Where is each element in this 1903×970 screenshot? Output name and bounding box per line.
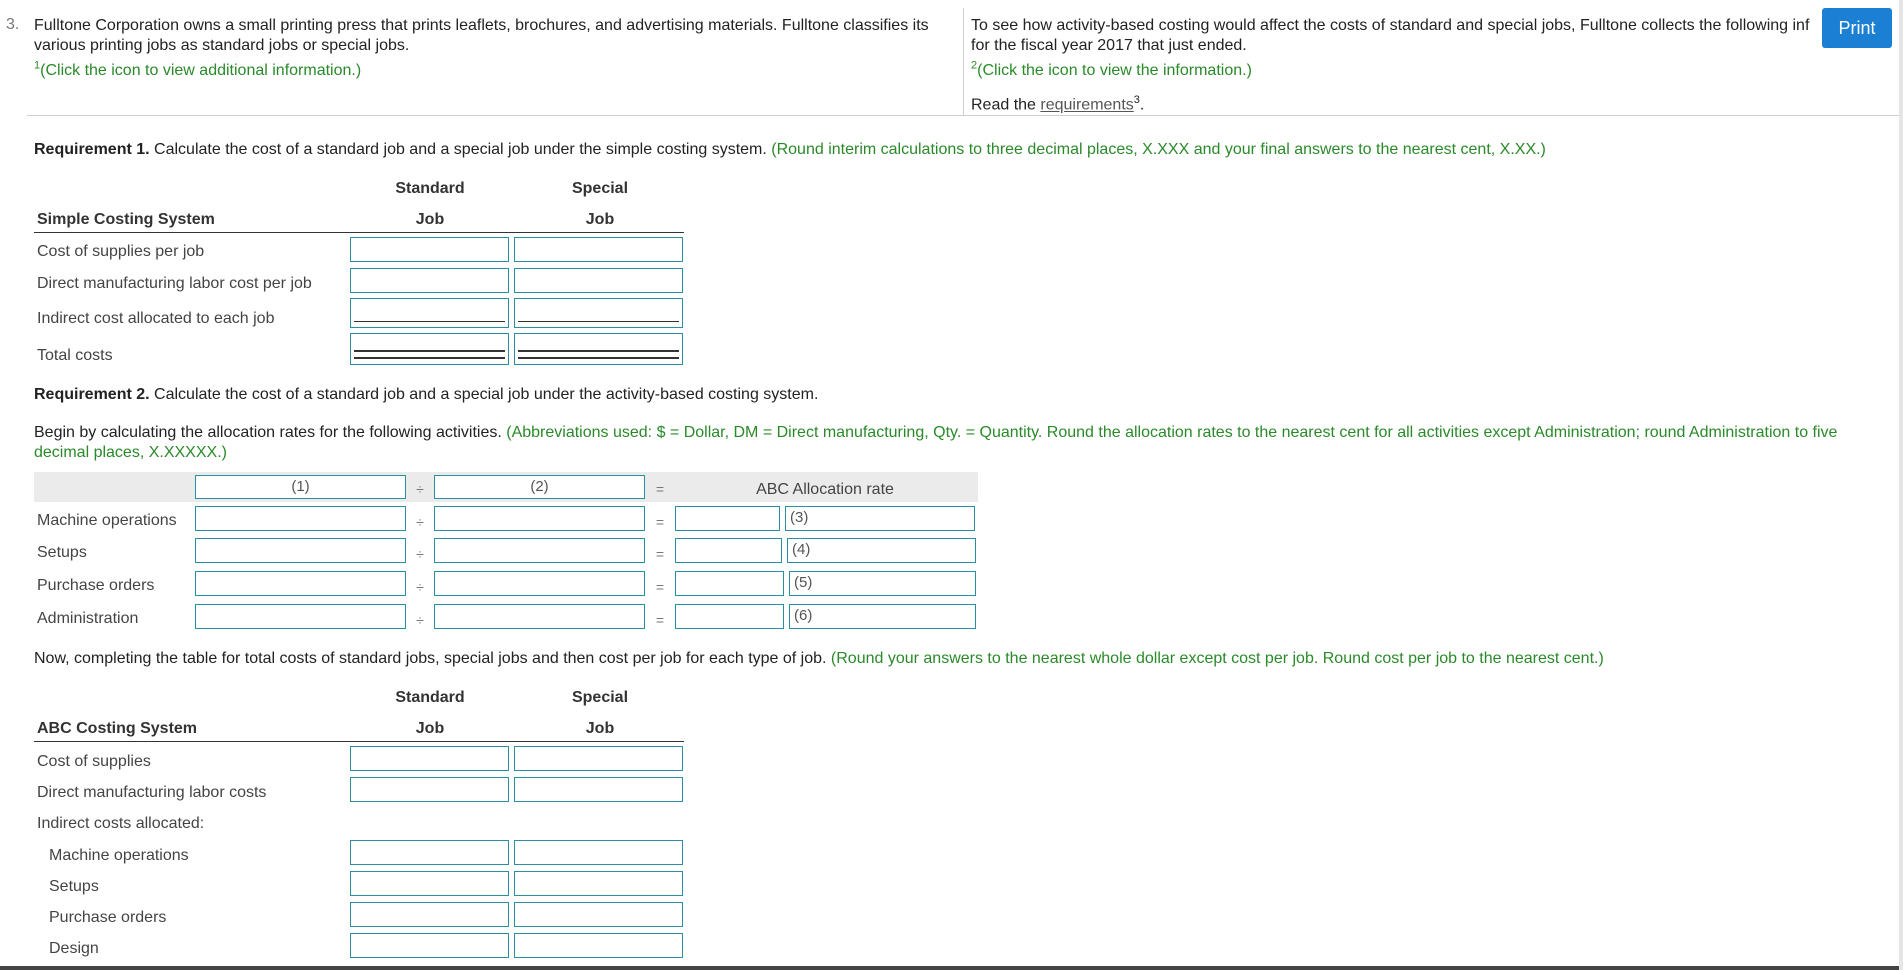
special-supplies-input[interactable] — [514, 237, 683, 262]
requirements-link[interactable]: requirements — [1040, 96, 1134, 114]
purchase-orders-unit-input[interactable] — [789, 571, 976, 596]
scrollbar[interactable] — [1899, 0, 1903, 970]
machine-ops-qty-input[interactable] — [434, 506, 645, 531]
equals-sign: = — [655, 579, 665, 595]
abc-standard-po-input[interactable] — [350, 902, 509, 927]
administration-rate-input[interactable] — [675, 604, 784, 629]
row-label: Indirect costs allocated: — [37, 815, 205, 832]
col-header-standard: Standard — [395, 689, 465, 706]
divider — [963, 8, 964, 116]
activity-label: Purchase orders — [37, 577, 155, 594]
row-label: Total costs — [37, 347, 113, 364]
divide-sign: ÷ — [416, 481, 424, 497]
machine-ops-cost-input[interactable] — [195, 506, 406, 531]
row-label: Setups — [49, 878, 99, 895]
header-input-2[interactable]: (2) — [434, 475, 645, 499]
activity-label: Administration — [37, 610, 139, 627]
divide-sign: ÷ — [416, 579, 424, 595]
divide-sign: ÷ — [416, 612, 424, 628]
req2-instructions: Requirement 2. Calculate the cost of a standard job and a special job under the activity-based costing system. — [34, 386, 819, 403]
ref-label: (5) — [794, 574, 813, 591]
purchase-orders-qty-input[interactable] — [434, 571, 645, 596]
abc-standard-setups-input[interactable] — [350, 871, 509, 896]
question-number: 3. — [6, 16, 20, 33]
row-label: Machine operations — [49, 847, 189, 864]
abc-special-supplies-input[interactable] — [514, 746, 683, 771]
equals-sign: = — [655, 546, 665, 562]
special-total-input[interactable] — [514, 333, 683, 365]
standard-indirect-input[interactable] — [350, 298, 509, 328]
header-input-1[interactable]: (1) — [195, 475, 406, 499]
equals-sign: = — [655, 481, 665, 497]
requirements-line: Read the requirements$^3$. — [971, 94, 1145, 114]
ref-label: (6) — [794, 607, 813, 624]
row-label: Design — [49, 940, 99, 957]
purchase-orders-cost-input[interactable] — [195, 571, 406, 596]
administration-unit-input[interactable] — [789, 604, 976, 629]
setups-qty-input[interactable] — [434, 538, 645, 563]
divider — [27, 115, 1903, 116]
row-label: Cost of supplies per job — [37, 243, 205, 260]
req1-instructions: Requirement 1. Calculate the cost of a standard job and a special job under the simple costing system. (Round interim calculations to three decimal places, X.XXX and your final answers to the nearest cent, X.XX.) — [34, 141, 1546, 158]
abc-instructions: Now, completing the table for total costs of standard jobs, special jobs and then cost per job for each type of job. (Round your answers to the nearest whole dollar except cost per job. Round cost per job to the nearest cent.) — [34, 650, 1604, 667]
abc-special-machine-input[interactable] — [514, 840, 683, 865]
setups-rate-input[interactable] — [675, 538, 782, 563]
ref-label: (4) — [792, 541, 811, 558]
col-header-special: Special — [571, 180, 629, 197]
col-header-standard: Standard — [395, 180, 465, 197]
abc-special-design-input[interactable] — [514, 933, 683, 958]
print-button[interactable]: Print — [1822, 8, 1892, 48]
standard-labor-input[interactable] — [350, 268, 509, 293]
activity-label: Setups — [37, 544, 87, 561]
divide-sign: ÷ — [416, 514, 424, 530]
data-statement — [971, 16, 1821, 116]
setups-unit-input[interactable] — [787, 538, 976, 563]
intro-text — [34, 16, 954, 81]
info-link-1[interactable]: $^1$(Click the icon to view additional information.) — [34, 60, 362, 80]
row-label: Indirect cost allocated to each job — [37, 310, 275, 327]
table-rule — [34, 232, 684, 233]
row-label: Direct manufacturing labor costs — [37, 784, 267, 801]
special-indirect-input[interactable] — [514, 298, 683, 328]
problem-statement — [0, 8, 963, 116]
divide-sign: ÷ — [416, 546, 424, 562]
ref-label: (3) — [790, 509, 809, 526]
abc-standard-labor-input[interactable] — [350, 777, 509, 802]
row-label: Cost of supplies — [37, 753, 151, 770]
activity-label: Machine operations — [37, 512, 177, 529]
col-header-standard-job: Job — [415, 720, 445, 737]
machine-ops-rate-input[interactable] — [675, 506, 780, 531]
abc-standard-design-input[interactable] — [350, 933, 509, 958]
administration-cost-input[interactable] — [195, 604, 406, 629]
col-header-special-job: Job — [585, 211, 615, 228]
rate-header: ABC Allocation rate — [756, 481, 894, 498]
setups-cost-input[interactable] — [195, 538, 406, 563]
equals-sign: = — [655, 514, 665, 530]
info-link-2[interactable]: $^2$(Click the icon to view the information.) — [971, 60, 1252, 80]
allocation-instructions: Begin by calculating the allocation rates for the following activities. (Abbreviations used: $ = Dollar, DM = Direct manufacturing, Qty. = Quantity. Round the allocation rates to the nearest cent for all activities except Administration; round Administration to five decimal places, X.XXXXX.) — [34, 424, 1838, 461]
table-rule — [34, 741, 684, 742]
abc-standard-supplies-input[interactable] — [350, 746, 509, 771]
abc-special-po-input[interactable] — [514, 902, 683, 927]
equals-sign: = — [655, 612, 665, 628]
col-header-special: Special — [571, 689, 629, 706]
abc-standard-machine-input[interactable] — [350, 840, 509, 865]
standard-total-input[interactable] — [350, 333, 509, 365]
col-header-standard-job: Job — [415, 211, 445, 228]
bottom-bar — [0, 966, 1899, 970]
abc-special-setups-input[interactable] — [514, 871, 683, 896]
special-labor-input[interactable] — [514, 268, 683, 293]
standard-supplies-input[interactable] — [350, 237, 509, 262]
row-label: Purchase orders — [49, 909, 167, 926]
abc-special-labor-input[interactable] — [514, 777, 683, 802]
col-header-special-job: Job — [585, 720, 615, 737]
machine-ops-unit-input[interactable] — [785, 506, 975, 531]
data-paragraph: To see how activity-based costing would affect the costs of standard and special jobs, Fulltone collects the following inf for the fiscal year 2017 that just ended. — [971, 17, 1810, 54]
purchase-orders-rate-input[interactable] — [675, 571, 784, 596]
abc-table-title: ABC Costing System — [37, 720, 198, 737]
row-label: Direct manufacturing labor cost per job — [37, 275, 312, 292]
intro-paragraph: Fulltone Corporation owns a small printing press that prints leaflets, brochures, and advertising materials. Fulltone classifies its various printing jobs as standard jobs or special jobs. — [34, 17, 929, 54]
simple-table-title: Simple Costing System — [37, 211, 215, 228]
administration-qty-input[interactable] — [434, 604, 645, 629]
